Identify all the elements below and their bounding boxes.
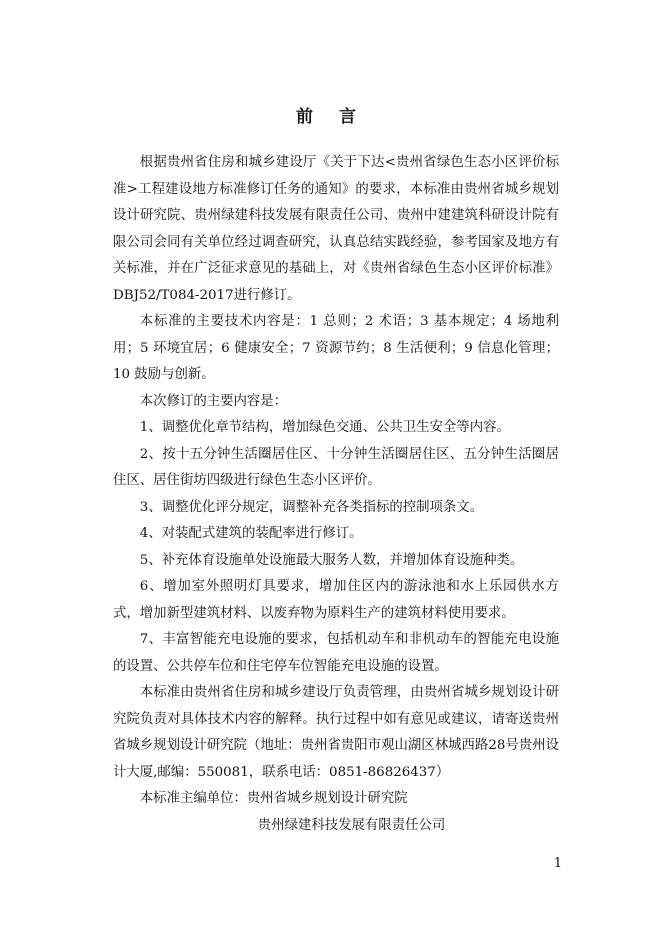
revision-intro-paragraph: 本次修订的主要内容是： [139, 393, 288, 409]
revision-item: 2、按十五分钟生活圈居住区、十分钟生活圈居住区、五分钟生活圈居住区、居住街坊四级进行绿色生态小区评价。 [113, 446, 559, 488]
revision-item: 7、丰富智能充电设施的要求，包括机动车和非机动车的智能充电设施的设置、公共停车位和住宅停车位智能充电设施的设置。 [113, 632, 559, 674]
chief-editor-label: 本标准主编单位： [139, 791, 247, 806]
revision-item: 1、调整优化章节结构，增加绿色交通、公共卫生安全等内容。 [139, 420, 510, 435]
chief-editor-line [113, 786, 559, 813]
intro-paragraph: 根据贵州省住房和城乡建设厅《关于下达<贵州省绿色生态小区评价标准>工程建设地方标准修订任务的通知》的要求，本标准由贵州省城乡规划设计研究院、贵州绿建科技发展有限责任公司、贵州中建建筑科研设计院有限公司会同有关单位经过调查研究，认真总结实践经验，参考国家及地方有关标准，并在广泛征求意见的基础上，对《贵州省绿色生态小区评价标准》DBJ52/T084-2017进行修订。 [113, 155, 559, 303]
management-paragraph: 本标准由贵州省住房和城乡建设厅负责管理，由贵州省城乡规划设计研究院负责对具体技术内容的解释。执行过程中如有意见或建议，请寄送贵州省城乡规划设计研究院（地址：贵州省贵阳市观山湖区林城西路28号贵州设计大厦,邮编：550081，联系电话：0851-86826437） [113, 685, 559, 780]
chief-editor-unit-2: 贵州绿建科技发展有限责任公司 [257, 817, 446, 833]
revision-item: 4、对装配式建筑的装配率进行修订。 [139, 526, 363, 541]
revision-item: 6、增加室外照明灯具要求，增加住区内的游泳池和水上乐园供水方式，增加新型建筑材料、以废弃物为原料生产的建筑材料使用要求。 [113, 579, 559, 621]
revision-item: 3、调整优化评分规定，调整补充各类指标的控制项条文。 [139, 499, 484, 515]
chief-editor-unit-1: 贵州省城乡规划设计研究院 [246, 791, 408, 806]
page-title: 前 言 [296, 107, 366, 127]
page-number: 1 [553, 856, 562, 871]
foreword-body [113, 150, 559, 839]
revision-item: 5、补充体育设施单处设施最大服务人数，并增加体育设施种类。 [139, 552, 524, 568]
main-content-paragraph: 本标准的主要技术内容是：1 总则；2 术语；3 基本规定；4 场地利用；5 环境宜居；6 健康安全；7 资源节约；8 生活便利；9 信息化管理；10 鼓励与创新。 [113, 314, 559, 382]
